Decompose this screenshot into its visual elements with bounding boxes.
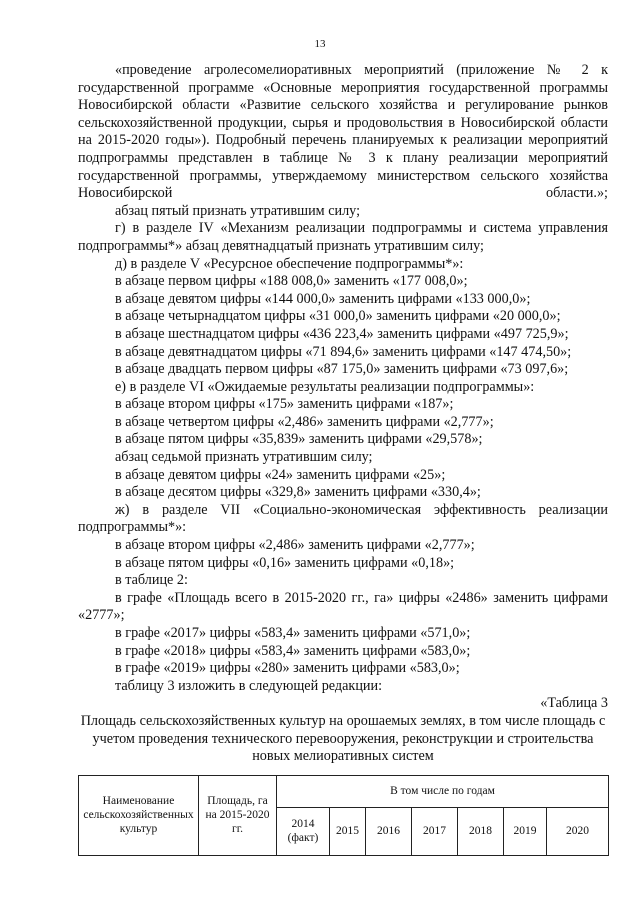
- paragraph: таблицу 3 изложить в следующей редакции:: [115, 677, 383, 694]
- paragraph: в абзаце пятом цифры «0,16» заменить цифрами «0,18»;: [115, 554, 455, 571]
- paragraph: «проведение агролесомелиоративных мероприятий (приложение № 2 к государственной программе «Основные мероприятия государственной программы Новосибирской области «Развитие сельского хозяйства и регулирование рынков сельскохозяйственной продукции, сырья и продовольствия в Новосибирской области на 2015-2020 годы»). Подробный перечень планируемых к реализации мероприятий подпрограммы представлен в таблице № 3 к плану реализации мероприятий государственной программы, утверждаемому министерством сельского хозяйства Новосибирской области.»;: [78, 62, 608, 202]
- col-header-year: 2014 (факт): [277, 807, 330, 855]
- paragraph: в абзаце девятом цифры «144 000,0» заменить цифрами «133 000,0»;: [115, 290, 531, 307]
- paragraph: абзац пятый признать утратившим силу;: [115, 202, 361, 219]
- paragraph: в абзаце четвертом цифры «2,486» заменить цифрами «2,777»;: [115, 413, 494, 430]
- col-header-year: 2015: [330, 807, 366, 855]
- col-header-year: 2017: [412, 807, 458, 855]
- paragraph: в абзаце двадцать первом цифры «87 175,0» заменить цифрами «73 097,6»;: [115, 361, 569, 378]
- paragraph: в абзаце первом цифры «188 008,0» заменить «177 008,0»;: [115, 273, 468, 290]
- paragraph: в абзаце шестнадцатом цифры «436 223,4» заменить цифрами «497 725,9»;: [115, 325, 569, 342]
- paragraph: в графе «2018» цифры «583,4» заменить цифрами «583,0»;: [115, 642, 471, 659]
- col-header-year: 2020: [547, 807, 609, 855]
- col-header-year: 2016: [366, 807, 412, 855]
- paragraph-list: [78, 62, 608, 695]
- paragraph: д) в разделе V «Ресурсное обеспечение подпрограммы*»:: [115, 255, 464, 272]
- paragraph: в абзаце девятнадцатом цифры «71 894,6» заменить цифрами «147 474,50»;: [115, 343, 572, 360]
- paragraph: в графе «2017» цифры «583,4» заменить цифрами «571,0»;: [115, 625, 471, 641]
- paragraph: в абзаце пятом цифры «35,839» заменить цифрами «29,578»;: [115, 431, 483, 448]
- col-header-year: 2019: [504, 807, 547, 855]
- table-caption: Площадь сельскохозяйственных культур на орошаемых землях, в том числе площадь с учетом проведения технического перевооружения, реконструкции и строительства новых мелиоративных систем: [80, 712, 606, 765]
- paragraph: в таблице 2:: [115, 572, 188, 589]
- crop-area-table: [78, 775, 609, 856]
- paragraph: в абзаце втором цифры «175» заменить цифрами «187»;: [115, 396, 454, 413]
- page-number: 13: [314, 38, 326, 50]
- document-body: [78, 62, 608, 856]
- paragraph: абзац седьмой признать утратившим силу;: [115, 449, 373, 466]
- col-header-crop-name: Наименование сельскохозяйственных культур: [79, 775, 199, 855]
- paragraph: г) в разделе IV «Механизм реализации подпрограммы и система управления подпрограммы*» абзац девятнадцатый признать утратившим силу;: [78, 220, 608, 254]
- col-header-years-group: В том числе по годам: [277, 775, 609, 807]
- paragraph: в абзаце десятом цифры «329,8» заменить цифрами «330,4»;: [115, 484, 481, 501]
- paragraph: в графе «Площадь всего в 2015-2020 гг., га» цифры «2486» заменить цифрами «2777»;: [78, 589, 608, 624]
- paragraph: в абзаце втором цифры «2,486» заменить цифрами «2,777»;: [115, 537, 475, 554]
- table-label: «Таблица 3: [540, 695, 608, 712]
- paragraph: е) в разделе VI «Ожидаемые результаты реализации подпрограммы»:: [115, 378, 535, 395]
- paragraph: в абзаце девятом цифры «24» заменить цифрами «25»;: [115, 466, 446, 483]
- col-header-year: 2018: [458, 807, 504, 855]
- paragraph: в графе «2019» цифры «280» заменить цифрами «583,0»;: [115, 660, 460, 677]
- paragraph: ж) в разделе VII «Социально-экономическая эффективность реализации подпрограммы*»:: [78, 501, 608, 536]
- paragraph: в абзаце четырнадцатом цифры «31 000,0» заменить цифрами «20 000,0»;: [115, 308, 561, 325]
- col-header-area: Площадь, га на 2015-2020 гг.: [199, 775, 277, 855]
